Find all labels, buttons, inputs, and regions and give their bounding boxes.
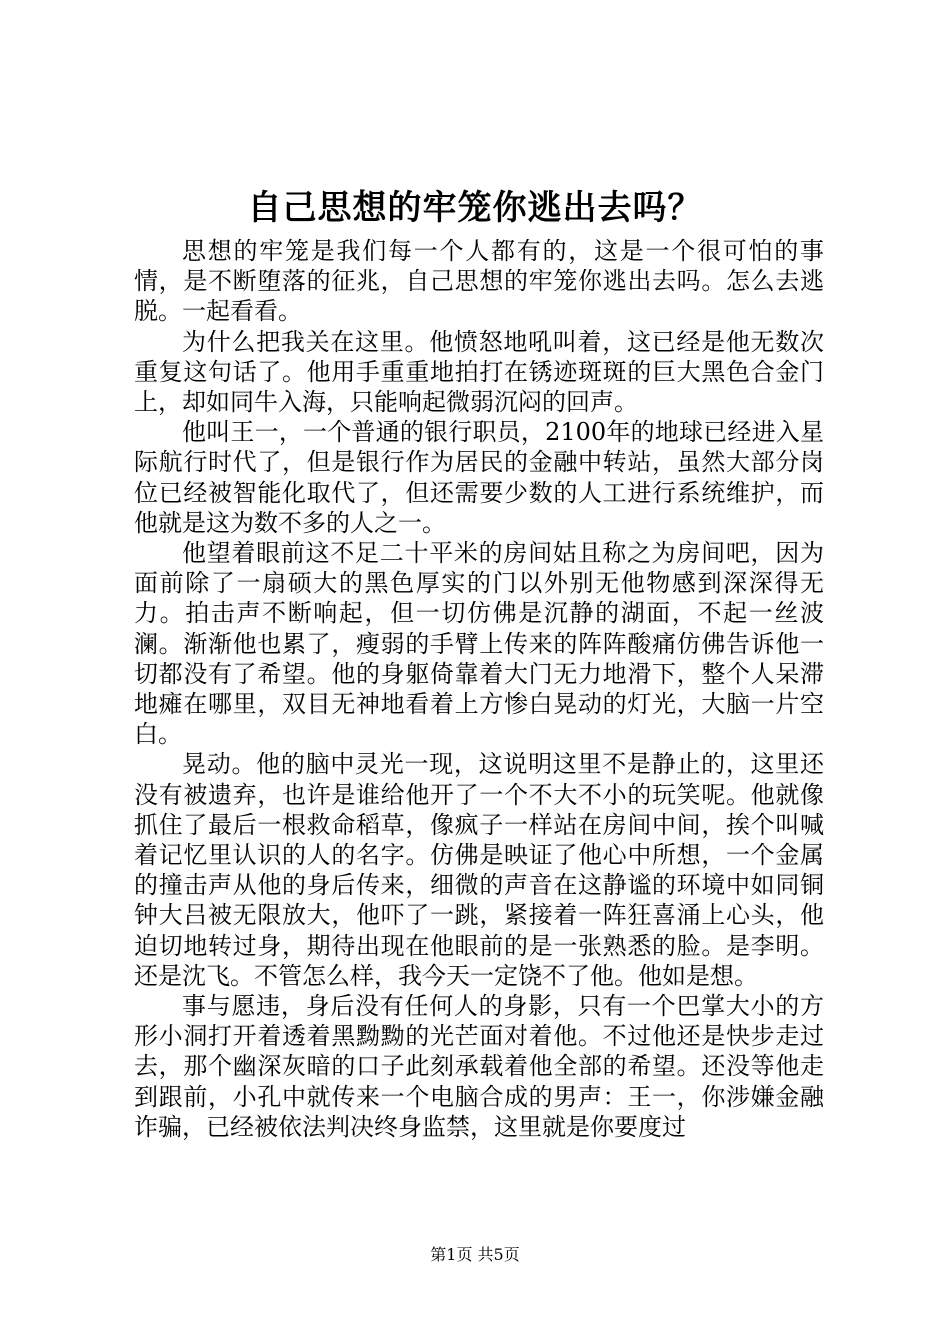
paragraph-2: 为什么把我关在这里。他愤怒地吼叫着，这已经是他无数次重复这句话了。他用手重重地拍打在锈迹斑斑的巨大黑色合金门上，却如同牛入海，只能响起微弱沉闷的回声。 <box>134 327 824 417</box>
paragraph-6: 事与愿违，身后没有任何人的身影，只有一个巴掌大小的方形小洞打开着透着黑黝黝的光芒面对着他。不过他还是快步走过去，那个幽深灰暗的口子此刻承载着他全部的希望。还没等他走到跟前，小孔中就传来一个电脑合成的男声：王一，你涉嫌金融诈骗，已经被依法判决终身监禁，这里就是你要度过 <box>134 992 824 1141</box>
paragraph-1: 思想的牢笼是我们每一个人都有的，这是一个很可怕的事情，是不断堕落的征兆，自己思想的牢笼你逃出去吗。怎么去逃脱。一起看看。 <box>134 237 824 326</box>
paragraph-5: 晃动。他的脑中灵光一现，这说明这里不是静止的，这里还没有被遗弃，也许是谁给他开了一个不大不小的玩笑呢。他就像抓住了最后一根救命稻草，像疯子一样站在房间中间，挨个叫喊着记忆里认识的人的名字。仿佛是映证了他心中所想，一个金属的撞击声从他的身后传来，细微的声音在这静谧的环境中如同铜钟大吕被无限放大，他吓了一跳，紧接着一阵狂喜涌上心头，他迫切地转过身，期待出现在他眼前的是一张熟悉的脸。是李明。还是沈飞。不管怎么样，我今天一定饶不了他。他如是想。 <box>134 750 824 990</box>
paragraph-4: 他望着眼前这不足二十平米的房间姑且称之为房间吧，因为面前除了一扇硕大的黑色厚实的门以外别无他物感到深深得无力。拍击声不断响起，但一切仿佛是沉静的湖面，不起一丝波澜。渐渐他也累了，瘦弱的手臂上传来的阵阵酸痛仿佛告诉他一切都没有了希望。他的身躯倚靠着大门无力地滑下，整个人呆滞地瘫在哪里，双目无神地看着上方惨白晃动的灯光，大脑一片空白。 <box>134 539 824 749</box>
page-number-footer: 第1页 共5页 <box>430 1245 520 1264</box>
document-body <box>134 236 824 1142</box>
document-title: 自己思想的牢笼你逃出去吗？ <box>247 188 703 228</box>
paragraph-3: 他叫王一，一个普通的银行职员，2100年的地球已经进入星际航行时代了，但是银行作为居民的金融中转站，虽然大部分岗位已经被智能化取代了，但还需要少数的人工进行系统维护，而他就是这为数不多的人之一。 <box>134 418 824 537</box>
